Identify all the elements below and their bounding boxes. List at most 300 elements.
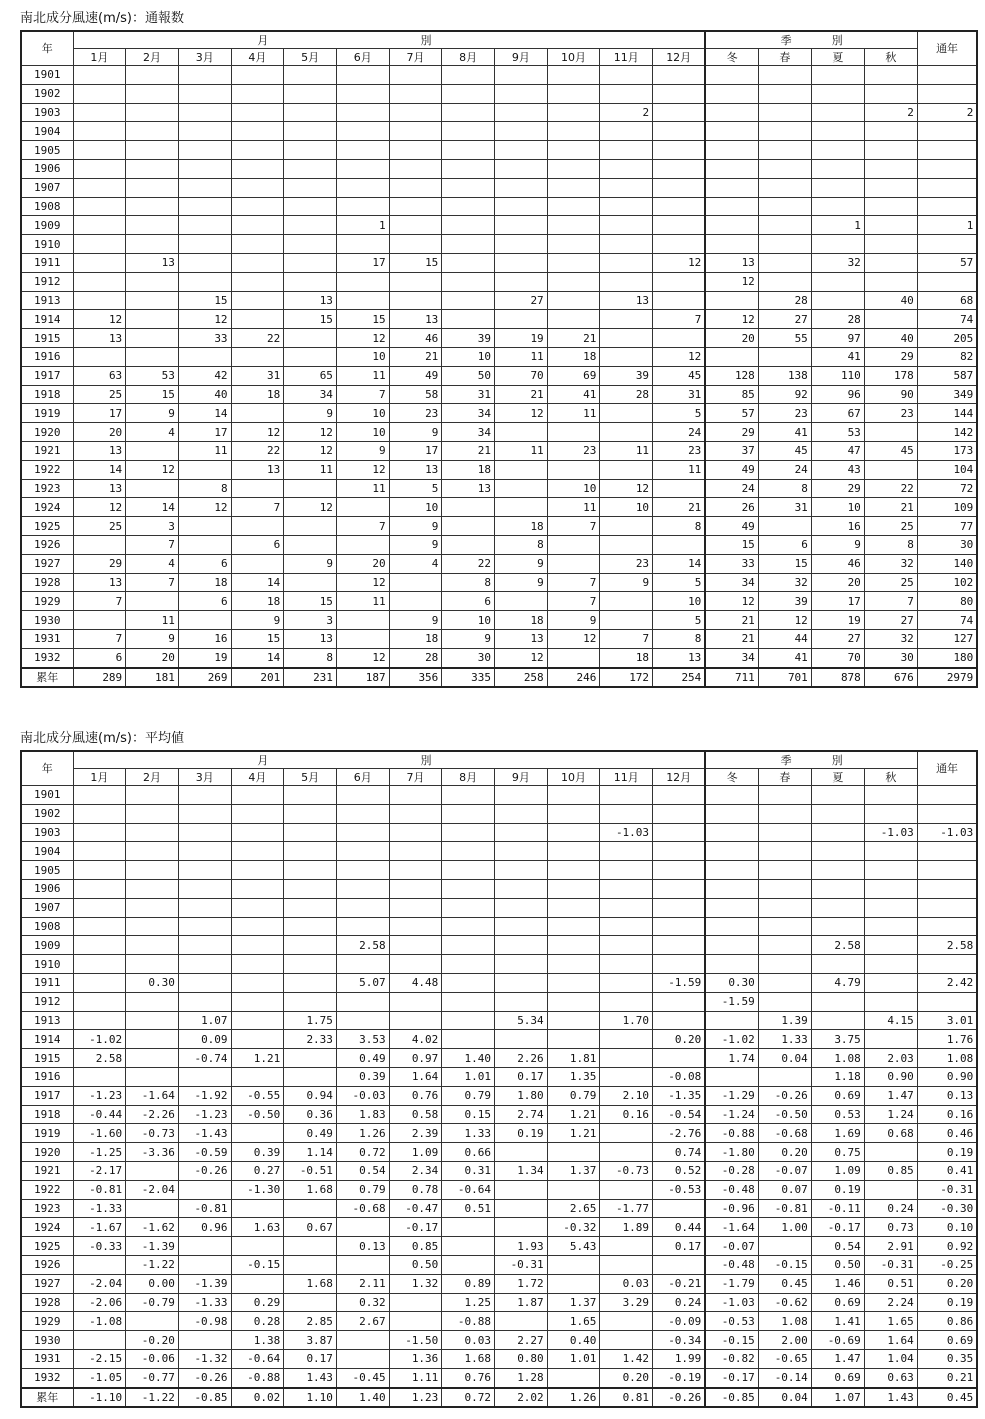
value-cell	[442, 178, 495, 197]
value-cell	[917, 898, 977, 917]
season-header: 冬	[705, 49, 758, 66]
table-row	[21, 1368, 977, 1387]
value-cell	[178, 955, 231, 974]
value-cell: -0.50	[231, 1105, 284, 1124]
value-cell: 21	[705, 629, 758, 648]
value-cell: 5.07	[336, 973, 389, 992]
year-cell: 1913	[21, 1011, 73, 1030]
table-row	[21, 1124, 977, 1143]
value-cell: 9	[389, 535, 442, 554]
value-cell: 2.10	[600, 1086, 653, 1105]
value-cell: 181	[126, 668, 179, 688]
value-cell	[284, 329, 337, 348]
value-cell	[389, 216, 442, 235]
value-cell: 0.19	[495, 1124, 548, 1143]
value-cell	[73, 879, 126, 898]
year-cell: 1928	[21, 573, 73, 592]
value-cell: 0.41	[917, 1161, 977, 1180]
value-cell: 58	[389, 385, 442, 404]
value-cell: 13	[284, 291, 337, 310]
year-cell: 1912	[21, 272, 73, 291]
value-cell	[811, 122, 864, 141]
value-cell: 18	[231, 385, 284, 404]
value-cell: 8	[864, 535, 917, 554]
value-cell: 1.36	[389, 1349, 442, 1368]
value-cell	[126, 804, 179, 823]
value-cell	[231, 253, 284, 272]
value-cell	[864, 955, 917, 974]
value-cell: 7	[547, 517, 600, 536]
value-cell	[495, 804, 548, 823]
table-row	[21, 1218, 977, 1237]
value-cell	[231, 861, 284, 880]
value-cell	[495, 498, 548, 517]
value-cell: 34	[442, 404, 495, 423]
value-cell: 3.75	[811, 1030, 864, 1049]
value-cell: -0.11	[811, 1199, 864, 1218]
value-cell	[126, 329, 179, 348]
value-cell	[917, 861, 977, 880]
value-cell	[758, 141, 811, 160]
year-cell: 1923	[21, 479, 73, 498]
value-cell: 0.31	[442, 1161, 495, 1180]
value-cell: 2.03	[864, 1049, 917, 1068]
value-cell: 0.79	[547, 1086, 600, 1105]
value-cell	[917, 122, 977, 141]
value-cell	[389, 159, 442, 178]
value-cell: -1.64	[705, 1218, 758, 1237]
value-cell: 17	[178, 423, 231, 442]
value-cell: 27	[811, 629, 864, 648]
value-cell: 11	[495, 347, 548, 366]
value-cell	[653, 329, 706, 348]
value-cell	[178, 159, 231, 178]
value-cell: 12	[178, 310, 231, 329]
value-cell	[336, 629, 389, 648]
value-cell	[811, 272, 864, 291]
value-cell: 1.87	[495, 1293, 548, 1312]
value-cell	[73, 103, 126, 122]
year-cell: 1924	[21, 498, 73, 517]
value-cell: 25	[73, 517, 126, 536]
value-cell	[73, 955, 126, 974]
value-cell	[758, 253, 811, 272]
total-label: 累年	[21, 1388, 73, 1408]
value-cell: 17	[73, 404, 126, 423]
value-cell	[284, 216, 337, 235]
value-cell	[178, 216, 231, 235]
value-cell: -0.81	[73, 1180, 126, 1199]
month-header: 7月	[389, 769, 442, 786]
value-cell: 144	[917, 404, 977, 423]
table-row	[21, 1237, 977, 1256]
value-cell: 90	[864, 385, 917, 404]
value-cell	[653, 272, 706, 291]
year-cell: 1916	[21, 347, 73, 366]
value-cell: 2.42	[917, 973, 977, 992]
value-cell: 49	[389, 366, 442, 385]
value-cell: 0.66	[442, 1143, 495, 1162]
value-cell: -0.26	[758, 1086, 811, 1105]
value-cell	[126, 1049, 179, 1068]
value-cell	[389, 1293, 442, 1312]
value-cell	[284, 573, 337, 592]
value-cell: 140	[917, 554, 977, 573]
value-cell	[126, 291, 179, 310]
value-cell	[600, 216, 653, 235]
value-cell: -0.31	[864, 1255, 917, 1274]
value-cell	[653, 66, 706, 85]
value-cell: 9	[126, 629, 179, 648]
value-cell: 1.72	[495, 1274, 548, 1293]
value-cell: -0.03	[336, 1086, 389, 1105]
value-cell	[864, 197, 917, 216]
value-cell: 2.11	[336, 1274, 389, 1293]
value-cell: -0.50	[758, 1105, 811, 1124]
value-cell	[389, 1011, 442, 1030]
value-cell: 10	[547, 479, 600, 498]
value-cell: 97	[811, 329, 864, 348]
value-cell	[284, 66, 337, 85]
value-cell: 45	[864, 441, 917, 460]
month-header: 6月	[336, 769, 389, 786]
value-cell: 0.20	[653, 1030, 706, 1049]
value-cell	[495, 272, 548, 291]
value-cell: 20	[336, 554, 389, 573]
value-cell: 14	[231, 648, 284, 667]
value-cell	[811, 84, 864, 103]
value-cell	[864, 122, 917, 141]
value-cell	[231, 178, 284, 197]
table-row	[21, 1349, 977, 1368]
value-cell: 0.09	[178, 1030, 231, 1049]
value-cell: 0.45	[758, 1274, 811, 1293]
table-row	[21, 441, 977, 460]
value-cell: 15	[758, 554, 811, 573]
value-cell	[758, 973, 811, 992]
value-cell	[336, 159, 389, 178]
value-cell	[73, 347, 126, 366]
value-cell: 1.80	[495, 1086, 548, 1105]
value-cell	[126, 84, 179, 103]
table-row	[21, 1331, 977, 1350]
value-cell: 0.63	[864, 1368, 917, 1387]
year-cell: 1920	[21, 423, 73, 442]
value-cell: 1.63	[231, 1218, 284, 1237]
value-cell: 0.19	[811, 1180, 864, 1199]
value-cell	[336, 197, 389, 216]
value-cell: 0.19	[917, 1293, 977, 1312]
value-cell	[442, 517, 495, 536]
value-cell	[705, 917, 758, 936]
month-group-label-2: 別	[420, 753, 432, 767]
value-cell: 1.37	[547, 1293, 600, 1312]
value-cell	[547, 216, 600, 235]
season-header: 冬	[705, 769, 758, 786]
value-cell: 1.65	[864, 1312, 917, 1331]
year-cell: 1929	[21, 1312, 73, 1331]
value-cell: -0.79	[126, 1293, 179, 1312]
value-cell: 50	[442, 366, 495, 385]
value-cell	[495, 955, 548, 974]
value-cell	[231, 479, 284, 498]
value-cell: -1.33	[73, 1199, 126, 1218]
year-cell: 1926	[21, 1255, 73, 1274]
value-cell	[126, 823, 179, 842]
year-cell: 1929	[21, 592, 73, 611]
value-cell: 29	[705, 423, 758, 442]
value-cell: 201	[231, 668, 284, 688]
value-cell: 28	[600, 385, 653, 404]
value-cell	[284, 1237, 337, 1256]
value-cell: 25	[73, 385, 126, 404]
value-cell: -0.07	[758, 1161, 811, 1180]
value-cell	[758, 347, 811, 366]
value-cell: -0.81	[758, 1199, 811, 1218]
value-cell: -0.34	[653, 1331, 706, 1350]
value-cell: -0.28	[705, 1161, 758, 1180]
season-group-label-2: 別	[831, 753, 843, 767]
value-cell	[495, 235, 548, 254]
value-cell: 4	[389, 554, 442, 573]
value-cell	[442, 197, 495, 216]
value-cell: 1.08	[917, 1049, 977, 1068]
value-cell: 0.69	[917, 1331, 977, 1350]
value-cell: 676	[864, 668, 917, 688]
value-cell: 2.02	[495, 1388, 548, 1408]
value-cell	[495, 66, 548, 85]
value-cell: 0.85	[389, 1237, 442, 1256]
value-cell	[231, 216, 284, 235]
value-cell	[758, 1067, 811, 1086]
value-cell: 0.72	[336, 1143, 389, 1162]
value-cell	[284, 84, 337, 103]
value-cell	[758, 917, 811, 936]
year-cell: 1904	[21, 122, 73, 141]
value-cell: 0.51	[864, 1274, 917, 1293]
value-cell: 0.54	[811, 1237, 864, 1256]
value-cell	[547, 291, 600, 310]
value-cell: 1.76	[917, 1030, 977, 1049]
value-cell: 12	[495, 404, 548, 423]
value-cell	[73, 1067, 126, 1086]
value-cell: 24	[758, 460, 811, 479]
table-row	[21, 861, 977, 880]
value-cell: 13	[442, 479, 495, 498]
value-cell: 21	[547, 329, 600, 348]
value-cell: -0.81	[178, 1199, 231, 1218]
value-cell: 1.47	[864, 1086, 917, 1105]
value-cell	[600, 1067, 653, 1086]
value-cell	[178, 786, 231, 805]
value-cell	[495, 842, 548, 861]
value-cell	[126, 592, 179, 611]
value-cell	[653, 804, 706, 823]
value-cell: -0.17	[705, 1368, 758, 1387]
value-cell	[917, 66, 977, 85]
value-cell	[758, 804, 811, 823]
value-cell	[284, 898, 337, 917]
value-cell	[917, 178, 977, 197]
value-cell	[495, 592, 548, 611]
value-cell: -0.73	[600, 1161, 653, 1180]
value-cell: 7	[653, 310, 706, 329]
value-cell: 37	[705, 441, 758, 460]
table-row	[21, 648, 977, 667]
value-cell	[547, 917, 600, 936]
value-cell: 8	[284, 648, 337, 667]
value-cell	[495, 84, 548, 103]
month-header: 12月	[653, 49, 706, 66]
value-cell	[231, 122, 284, 141]
value-cell	[73, 216, 126, 235]
value-cell	[442, 253, 495, 272]
value-cell: 13	[73, 441, 126, 460]
value-cell: 85	[705, 385, 758, 404]
value-cell	[231, 879, 284, 898]
value-cell: 13	[73, 329, 126, 348]
value-cell	[178, 272, 231, 291]
table-row	[21, 786, 977, 805]
value-cell: -0.07	[705, 1237, 758, 1256]
value-cell	[653, 823, 706, 842]
value-cell: 9	[442, 629, 495, 648]
month-header: 8月	[442, 49, 495, 66]
value-cell	[864, 842, 917, 861]
table-row	[21, 823, 977, 842]
value-cell: 0.69	[811, 1293, 864, 1312]
value-cell: 12	[178, 498, 231, 517]
value-cell: -0.68	[336, 1199, 389, 1218]
value-cell	[231, 66, 284, 85]
value-cell	[178, 898, 231, 917]
value-cell	[547, 1030, 600, 1049]
value-cell	[495, 823, 548, 842]
value-cell	[178, 1067, 231, 1086]
value-cell: -0.64	[442, 1180, 495, 1199]
value-cell: 1.35	[547, 1067, 600, 1086]
value-cell: 0.86	[917, 1312, 977, 1331]
value-cell	[495, 423, 548, 442]
year-cell: 1903	[21, 103, 73, 122]
value-cell	[178, 535, 231, 554]
value-cell	[864, 84, 917, 103]
value-cell	[653, 898, 706, 917]
value-cell: 12	[758, 611, 811, 630]
value-cell: 29	[73, 554, 126, 573]
value-cell: 18	[495, 611, 548, 630]
value-cell: -1.02	[73, 1030, 126, 1049]
value-cell: 1.01	[442, 1067, 495, 1086]
value-cell	[705, 347, 758, 366]
value-cell	[389, 66, 442, 85]
value-cell: 6	[73, 648, 126, 667]
value-cell	[864, 1180, 917, 1199]
value-cell: 29	[864, 347, 917, 366]
value-cell	[389, 786, 442, 805]
value-cell	[705, 936, 758, 955]
value-cell	[126, 842, 179, 861]
value-cell: 1.18	[811, 1067, 864, 1086]
value-cell	[336, 804, 389, 823]
value-cell: 15	[336, 310, 389, 329]
value-cell: 22	[442, 554, 495, 573]
value-cell: 1.40	[442, 1049, 495, 1068]
value-cell: 31	[442, 385, 495, 404]
value-cell	[864, 898, 917, 917]
table-row	[21, 1312, 977, 1331]
value-cell	[73, 1011, 126, 1030]
year-cell: 1923	[21, 1199, 73, 1218]
value-cell: -0.98	[178, 1312, 231, 1331]
value-cell: 587	[917, 366, 977, 385]
month-header: 9月	[495, 49, 548, 66]
value-cell: 205	[917, 329, 977, 348]
value-cell	[811, 141, 864, 160]
season-group-label: 季	[780, 33, 792, 47]
value-cell	[917, 804, 977, 823]
value-cell: 4	[126, 554, 179, 573]
table-row	[21, 141, 977, 160]
value-cell	[917, 955, 977, 974]
table-row	[21, 197, 977, 216]
value-cell	[705, 122, 758, 141]
value-cell: 14	[178, 404, 231, 423]
value-cell: 1.23	[389, 1388, 442, 1408]
value-cell: 21	[389, 347, 442, 366]
season-group-header	[705, 31, 917, 49]
year-header: 年	[21, 31, 73, 66]
value-cell	[547, 955, 600, 974]
value-cell: 1.41	[811, 1312, 864, 1331]
value-cell	[653, 159, 706, 178]
value-cell	[705, 291, 758, 310]
value-cell	[73, 84, 126, 103]
value-cell: -1.50	[389, 1331, 442, 1350]
value-cell: 0.17	[495, 1067, 548, 1086]
value-cell: 1.65	[547, 1312, 600, 1331]
value-cell	[547, 1368, 600, 1387]
value-cell: 0.20	[758, 1143, 811, 1162]
value-cell: 0.50	[389, 1255, 442, 1274]
value-cell: 0.85	[864, 1161, 917, 1180]
value-cell: 7	[336, 385, 389, 404]
value-cell	[653, 216, 706, 235]
value-cell: 47	[811, 441, 864, 460]
value-cell	[917, 197, 977, 216]
value-cell: 0.30	[705, 973, 758, 992]
value-cell: 18	[547, 347, 600, 366]
year-cell: 1918	[21, 385, 73, 404]
value-cell: 258	[495, 668, 548, 688]
value-cell: -1.03	[864, 823, 917, 842]
value-cell: 12	[336, 329, 389, 348]
value-cell: 1.46	[811, 1274, 864, 1293]
value-cell	[758, 992, 811, 1011]
year-cell: 1917	[21, 1086, 73, 1105]
year-cell: 1931	[21, 629, 73, 648]
value-cell	[442, 1030, 495, 1049]
value-cell: 0.92	[917, 1237, 977, 1256]
value-cell	[653, 178, 706, 197]
value-cell	[600, 122, 653, 141]
value-cell: -0.96	[705, 1199, 758, 1218]
value-cell: 128	[705, 366, 758, 385]
value-cell: -0.77	[126, 1368, 179, 1387]
value-cell	[336, 955, 389, 974]
table-row	[21, 1199, 977, 1218]
value-cell	[231, 786, 284, 805]
